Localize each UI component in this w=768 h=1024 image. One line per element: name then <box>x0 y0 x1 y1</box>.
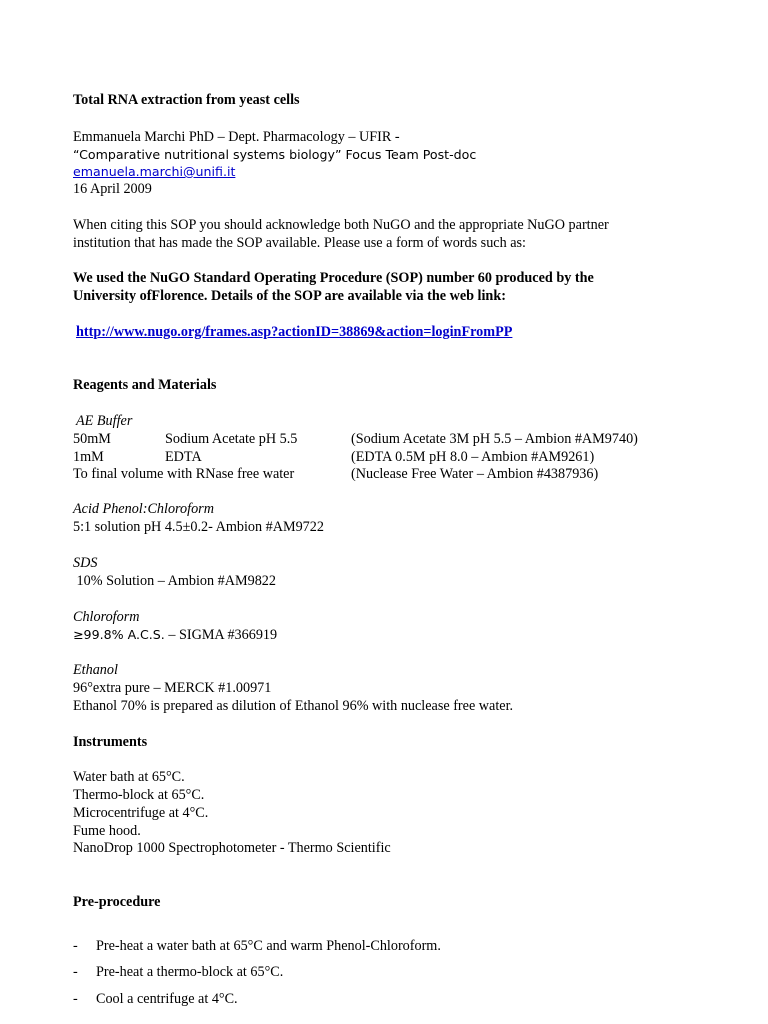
ae-buffer-source: (Sodium Acetate 3M pH 5.5 – Ambion #AM9740) <box>351 431 638 447</box>
step-text: Pre-heat a water bath at 65°C and warm Phenol-Chloroform. <box>96 938 441 954</box>
ae-buffer-row <box>73 430 638 448</box>
instrument-item: NanoDrop 1000 Spectrophotometer - Thermo Scientific <box>73 840 391 856</box>
pre-procedure-step <box>73 963 283 981</box>
ae-buffer-source: (EDTA 0.5M pH 8.0 – Ambion #AM9261) <box>351 449 595 465</box>
reagents-heading: Reagents and Materials <box>73 377 217 393</box>
ethanol-detail: 96°extra pure – MERCK #1.00971 <box>73 680 272 696</box>
pre-procedure-step <box>73 990 238 1008</box>
step-text: Cool a centrifuge at 4°C. <box>96 991 238 1007</box>
chloroform-purity: ≥99.8% A.C.S. <box>73 627 165 642</box>
pre-procedure-heading: Pre-procedure <box>73 894 161 910</box>
sds-detail: 10% Solution – Ambion #AM9822 <box>73 573 276 589</box>
ae-buffer-item: EDTA <box>165 449 202 465</box>
ae-buffer-final-row <box>73 465 598 483</box>
citation-intro-line1: When citing this SOP you should acknowledge both NuGO and the appropriate NuGO partner <box>73 217 609 233</box>
document-title: Total RNA extraction from yeast cells <box>73 92 300 108</box>
acid-phenol-label: Acid Phenol:Chloroform <box>73 501 214 517</box>
ae-buffer-final-source: (Nuclease Free Water – Ambion #4387936) <box>351 466 599 482</box>
instruments-heading: Instruments <box>73 734 148 750</box>
ethanol-label: Ethanol <box>73 662 118 678</box>
step-bullet: - <box>73 938 78 954</box>
citation-statement-line2: University ofFlorence. Details of the SOP are available via the web link: <box>73 288 506 304</box>
instrument-item: Water bath at 65°C. <box>73 769 185 785</box>
chloroform-label: Chloroform <box>73 609 140 625</box>
step-bullet: - <box>73 964 78 980</box>
role-line: “Comparative nutritional systems biology” Focus Team Post-doc <box>73 147 477 162</box>
chloroform-detail <box>73 626 277 644</box>
ae-buffer-label: AE Buffer <box>76 413 133 429</box>
instrument-item: Microcentrifuge at 4°C. <box>73 805 209 821</box>
ethanol-note: Ethanol 70% is prepared as dilution of Ethanol 96% with nuclease free water. <box>73 698 514 714</box>
sds-label: SDS <box>73 555 98 571</box>
citation-statement-line1: We used the NuGO Standard Operating Procedure (SOP) number 60 produced by the <box>73 270 594 286</box>
sop-web-link[interactable]: http://www.nugo.org/frames.asp?actionID=38869&action=loginFromPP <box>76 324 513 340</box>
pre-procedure-step <box>73 937 441 955</box>
citation-intro-line2: institution that has made the SOP available. Please use a form of words such as: <box>73 235 526 251</box>
step-text: Pre-heat a thermo-block at 65°C. <box>96 964 284 980</box>
ae-buffer-conc: 1mM <box>73 449 104 465</box>
acid-phenol-detail: 5:1 solution pH 4.5±0.2- Ambion #AM9722 <box>73 519 324 535</box>
ae-buffer-conc: 50mM <box>73 431 111 447</box>
ae-buffer-row <box>73 448 594 466</box>
step-bullet: - <box>73 991 78 1007</box>
email-link[interactable]: emanuela.marchi@unifi.it <box>73 164 236 179</box>
ae-buffer-final-item: To final volume with RNase free water <box>73 466 295 482</box>
instrument-item: Thermo-block at 65°C. <box>73 787 205 803</box>
chloroform-source: – SIGMA #366919 <box>164 627 278 643</box>
ae-buffer-item: Sodium Acetate pH 5.5 <box>165 431 298 447</box>
instrument-item: Fume hood. <box>73 823 141 839</box>
document-date: 16 April 2009 <box>73 181 152 197</box>
author-line: Emmanuela Marchi PhD – Dept. Pharmacology – UFIR - <box>73 129 400 145</box>
